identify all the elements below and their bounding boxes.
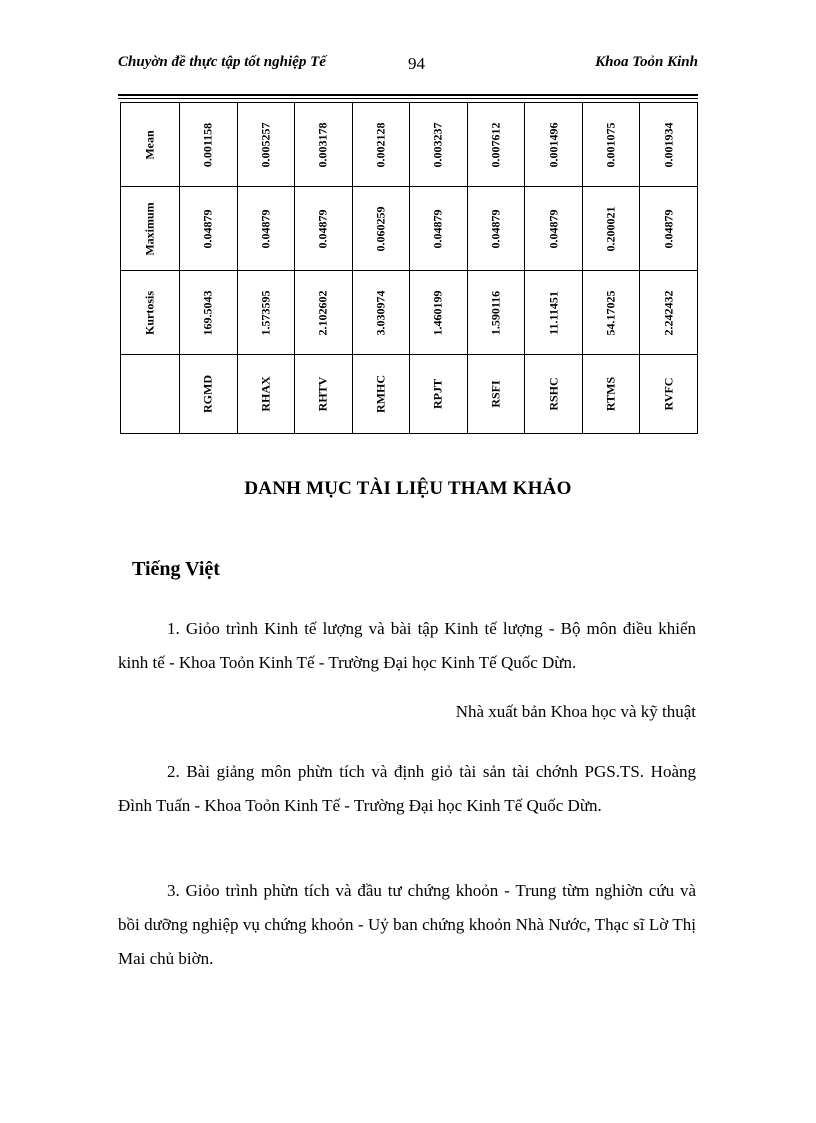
series-name: RPJT: [430, 379, 445, 409]
row-label-cell: [121, 355, 180, 434]
table-row: [121, 103, 698, 187]
kurtosis-value: 54.17025: [603, 290, 618, 335]
table-cell: [525, 187, 583, 271]
table-cell: [352, 187, 410, 271]
table-cell: [180, 271, 238, 355]
maximum-value: 0.200021: [603, 206, 618, 251]
row-label-cell: [121, 187, 180, 271]
mean-value: 0.001496: [546, 122, 561, 167]
table-cell: [582, 271, 640, 355]
references-subtitle: Tiếng Việt: [132, 558, 220, 580]
maximum-value: 0.060259: [373, 206, 388, 251]
page-number: 94: [408, 54, 425, 73]
series-name: RVFC: [661, 377, 676, 411]
maximum-value: 0.04879: [315, 209, 330, 248]
kurtosis-value: 1.590116: [488, 290, 503, 335]
table-cell: [237, 355, 295, 434]
reference-1-publisher: Nhà xuất bản Khoa học và kỹ thuật: [455, 702, 696, 721]
reference-2: 2. Bài giảng môn phừn tích và định giỏ tài sản tài chớnh PGS.TS. Hoàng Đình Tuấn - Khoa Toỏn Kinh Tế - Trường Đại học Kinh Tế Quốc Dừn.: [118, 762, 696, 815]
series-name: RHTV: [315, 376, 330, 412]
table-cell: [237, 103, 295, 187]
mean-value: 0.001075: [603, 122, 618, 167]
table-row: [121, 187, 698, 271]
kurtosis-value: 11.11451: [546, 290, 561, 335]
kurtosis-value: 169.5043: [200, 290, 215, 335]
row-label-cell: [121, 103, 180, 187]
kurtosis-value: 1.573595: [258, 290, 273, 335]
kurtosis-value: 1.460199: [430, 290, 445, 335]
table-cell: [352, 355, 410, 434]
table-cell: [640, 187, 698, 271]
header-right-title: Khoa Toỏn Kinh: [595, 54, 698, 70]
series-name: RSFI: [488, 380, 503, 408]
row-label: Maximum: [142, 201, 157, 256]
series-name: RHAX: [258, 376, 273, 412]
table-cell: [295, 355, 353, 434]
kurtosis-value: 3.030974: [373, 290, 388, 335]
table-cell: [237, 271, 295, 355]
table-cell: [410, 271, 468, 355]
table-cell: [467, 103, 525, 187]
mean-value: 0.007612: [488, 122, 503, 167]
table-cell: [295, 187, 353, 271]
kurtosis-value: 2.242432: [661, 290, 676, 335]
table-cell: [180, 103, 238, 187]
table-row: [121, 271, 698, 355]
row-label-cell: [121, 271, 180, 355]
table-cell: [640, 271, 698, 355]
maximum-value: 0.04879: [200, 209, 215, 248]
maximum-value: 0.04879: [661, 209, 676, 248]
table-cell: [180, 187, 238, 271]
row-label: Mean: [142, 129, 157, 160]
maximum-value: 0.04879: [430, 209, 445, 248]
mean-value: 0.003237: [430, 122, 445, 167]
reference-1: 1. Giỏo trình Kinh tế lượng và bài tập Kinh tế lượng - Bộ môn điều khiển kinh tế - Khoa Toỏn Kinh Tế - Trường Đại học Kinh Tế Quốc Dừn.: [118, 619, 696, 672]
header-rule-thin: [118, 98, 698, 99]
table-cell: [582, 103, 640, 187]
table-cell: [640, 355, 698, 434]
maximum-value: 0.04879: [546, 209, 561, 248]
mean-value: 0.002128: [373, 122, 388, 167]
table-cell: [295, 103, 353, 187]
table-row: [121, 355, 698, 434]
mean-value: 0.001934: [661, 122, 676, 167]
maximum-value: 0.04879: [258, 209, 273, 248]
header-left-title: Chuyờn đề thực tập tốt nghiệp Tế: [118, 54, 326, 70]
table-cell: [410, 187, 468, 271]
series-name: RTMS: [603, 376, 618, 412]
statistics-table: [120, 102, 698, 434]
table-cell: [525, 271, 583, 355]
reference-3: 3. Giỏo trình phừn tích và đầu tư chứng khoỏn - Trung từm nghiờn cứu và bồi dưỡng nghiệp vụ chứng khoỏn - Uỷ ban chứng khoỏn Nhà Nước, Thạc sĩ Lờ Thị Mai chủ biờn.: [118, 881, 696, 968]
row-label: Kurtosis: [142, 290, 157, 335]
table-cell: [237, 187, 295, 271]
table-cell: [467, 271, 525, 355]
table-cell: [352, 271, 410, 355]
table-cell: [640, 103, 698, 187]
table-cell: [410, 103, 468, 187]
kurtosis-value: 2.102602: [315, 290, 330, 335]
table-cell: [525, 355, 583, 434]
table-cell: [352, 103, 410, 187]
maximum-value: 0.04879: [488, 209, 503, 248]
mean-value: 0.003178: [315, 122, 330, 167]
series-name: RSHC: [546, 377, 561, 411]
table-cell: [295, 271, 353, 355]
series-name: RGMD: [200, 375, 215, 413]
mean-value: 0.001158: [200, 122, 215, 167]
table-cell: [180, 355, 238, 434]
header-rule-thick: [118, 94, 698, 96]
table-cell: [582, 187, 640, 271]
table-cell: [582, 355, 640, 434]
table-cell: [525, 103, 583, 187]
series-name: RMHC: [373, 375, 388, 413]
table-cell: [410, 355, 468, 434]
page-header: [118, 50, 698, 98]
table-cell: [467, 355, 525, 434]
references-title: DANH MỤC TÀI LIỆU THAM KHẢO: [244, 478, 572, 499]
table-cell: [467, 187, 525, 271]
mean-value: 0.005257: [258, 122, 273, 167]
